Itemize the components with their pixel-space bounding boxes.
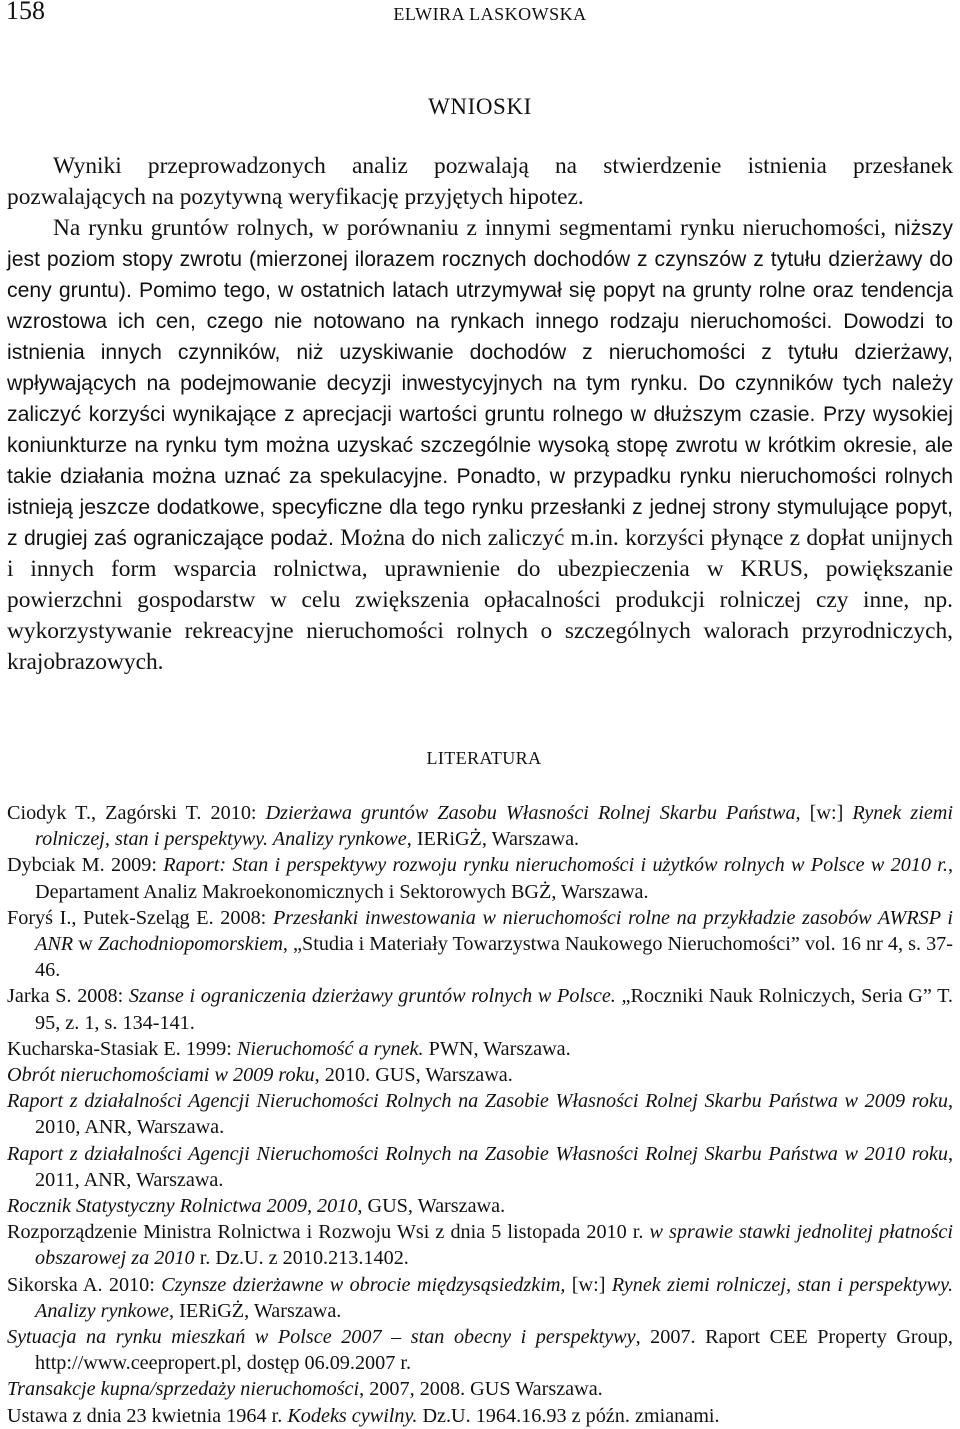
section-title-wnioski: WNIOSKI: [428, 94, 532, 119]
reference-entry: [7, 1219, 953, 1271]
reference-pre: Rozporządzenie Ministra Rolnictwa i Rozwoju Wsi z dnia 5 listopada 2010 r.: [7, 1221, 650, 1244]
reference-it: Obrót nieruchomościami w 2009 roku: [7, 1064, 315, 1087]
reference-it: Przesłanki inwestowania w nieruchomości rolne na przykładzie zasobów AWRSP i ANR: [35, 906, 953, 956]
reference-pre: Ustawa z dnia 23 kwietnia 1964 r.: [7, 1404, 288, 1427]
reference-it2: Rynek ziemi rolniczej, stan i perspektywy. Analizy rynkowe: [35, 802, 953, 851]
reference-it: Kodeks cywilny.: [287, 1404, 418, 1427]
reference-it2: Rynek ziemi rolniczej, stan i perspektywy. Analizy rynkowe: [35, 1273, 954, 1322]
reference-post: , IERiGŻ, Warszawa.: [169, 1299, 342, 1322]
reference-post: , „Studia i Materiały Towarzystwa Naukowego Nieruchomości” vol. 16 nr 4, s. 37-46.: [35, 933, 953, 982]
reference-it2: Zachodniopomorskiem: [97, 933, 283, 956]
reference-entry: [7, 1324, 953, 1376]
reference-post: , 2007. Raport CEE Property Group, http://www.ceepropert.pl, dostęp 06.09.2007 r.: [35, 1326, 953, 1375]
reference-post: r. Dz.U. z 2010.213.1402.: [194, 1247, 409, 1270]
reference-entry: [7, 1062, 953, 1088]
reference-it: Nieruchomość a rynek.: [236, 1037, 424, 1060]
reference-post: PWN, Warszawa.: [423, 1037, 571, 1060]
conclusions-paragraph-1: Wyniki przeprowadzonych analiz pozwalają na stwierdzenie istnienia przesłanek pozwalających na pozytywną weryfikację przyjętych hipotez.: [7, 153, 953, 210]
paragraph-2-closing: Można do nich zaliczyć m.in. korzyści płynące z dopłat unijnych i innych form wsparcia rolnictwa, uprawnienie do ubezpieczenia w KRUS, powiększanie powierzchni gospodarstw w celu zwiększenia opłacalności produkcji rolniczej czy inne, np. wykorzystywanie rekreacyjne nieruchomości rolnych o szczególnych walorach przyrodniczych, krajobrazowych.: [7, 525, 953, 675]
running-head-author: ELWIRA LASKOWSKA: [393, 4, 587, 24]
reference-entry: [7, 1403, 953, 1429]
reference-entry: [7, 1272, 953, 1324]
reference-entry: [7, 800, 953, 852]
section-title-literatura: LITERATURA: [426, 748, 542, 768]
reference-pre: Ciodyk T., Zagórski T. 2010:: [7, 802, 266, 824]
reference-post: , Departament Analiz Makroekonomicznych i Sektorowych BGŻ, Warszawa.: [35, 854, 953, 903]
reference-it: Szanse i ograniczenia dzierżawy gruntów rolnych w Polsce.: [128, 985, 616, 1008]
paragraph-2-sans-block: niższy jest poziom stopy zwrotu (mierzonej ilorazem rocznych dochodów z czynszów z tytułu dzierżawy do ceny gruntu). Pomimo tego, w ostatnich latach utrzymywał się popyt na grunty rolne oraz tendencja wzrostowa ich cen, czego nie notowano na rynkach innego rodzaju nieruchomości. Dowodzi to istnienia innych czynników, niż uzyskiwanie dochodów z nieruchomości z tytułu dzierżawy, wpływających na podejmowanie decyzji inwestycyjnych na tym rynku. Do czynników tych należy zaliczyć korzyści wynikające z aprecjacji wartości gruntu rolnego w dłuższym czasie. Przy wysokiej koniunkturze na rynku tym można uzyskać szczególnie wysoką stopę zwrotu w krótkim okresie, ale takie działania można uznać za spekulacyjne. Ponadto, w przypadku rynku nieruchomości rolnych istnieją jeszcze dodatkowe, specyficzne dla tego rynku przesłanki z jednej strony stymulujące popyt, z drugiej zaś ograniczające podaż.: [7, 217, 953, 550]
reference-mid: [w:]: [800, 802, 853, 824]
reference-it: Raport z działalności Agencji Nieruchomości Rolnych na Zasobie Własności Rolnej Skarbu Państwa w 2010 roku: [7, 1142, 948, 1165]
reference-entry: [7, 1141, 953, 1193]
reference-it: Transakcje kupna/sprzedaży nieruchomości: [7, 1378, 360, 1401]
reference-it: Raport z działalności Agencji Nieruchomości Rolnych na Zasobie Własności Rolnej Skarbu Państwa w 2009 roku: [7, 1090, 948, 1113]
reference-it: Raport: Stan i perspektywy rozwoju rynku nieruchomości i użytków rolnych w Polsce w 2010 r.: [163, 854, 948, 877]
conclusions-body: [7, 151, 953, 678]
reference-pre: Sikorska A. 2010:: [7, 1273, 162, 1296]
running-header: [6, 0, 954, 30]
page-number: 158: [6, 0, 45, 25]
reference-post: , 2010. GUS, Warszawa.: [314, 1064, 513, 1087]
reference-entry: [7, 1088, 953, 1140]
reference-it: Dzierżawa gruntów Zasobu Własności Rolnej Skarbu Państwa,: [265, 802, 801, 824]
conclusions-paragraph-2: [7, 213, 953, 678]
reference-it: Czynsze dzierżawne w obrocie międzysąsiedzkim,: [161, 1273, 566, 1296]
reference-post: Dz.U. 1964.16.93 z późn. zmianami.: [417, 1404, 720, 1427]
reference-it: Sytuacja na rynku mieszkań w Polsce 2007 – stan obecny i perspektywy: [7, 1326, 636, 1349]
reference-it: w sprawie stawki jednolitej płatności obszarowej za 2010: [35, 1221, 953, 1270]
reference-entry: [7, 1376, 953, 1402]
reference-post: , IERiGŻ, Warszawa.: [406, 828, 580, 851]
reference-pre: Foryś I., Putek-Szeląg E. 2008:: [7, 906, 273, 929]
reference-post: , GUS, Warszawa.: [357, 1195, 506, 1218]
reference-it: Rocznik Statystyczny Rolnictwa 2009, 2010: [7, 1195, 358, 1218]
reference-mid: [w:]: [565, 1273, 612, 1296]
reference-post: , 2011, ANR, Warszawa.: [35, 1142, 953, 1191]
reference-list: [7, 800, 953, 1429]
paragraph-2-opening: Na rynku gruntów rolnych, w porównaniu z innymi segmentami rynku nieruchomości,: [53, 215, 887, 241]
reference-entry: [7, 1193, 953, 1219]
reference-mid: w: [73, 933, 98, 956]
reference-entry: [7, 852, 953, 904]
reference-pre: Dybciak M. 2009:: [7, 854, 164, 877]
reference-post: , 2010, ANR, Warszawa.: [35, 1090, 953, 1139]
reference-post: , 2007, 2008. GUS Warszawa.: [359, 1378, 603, 1401]
reference-entry: [7, 905, 953, 984]
reference-pre: Kucharska-Stasiak E. 1999:: [7, 1037, 237, 1060]
reference-entry: [7, 1036, 953, 1062]
reference-pre: Jarka S. 2008:: [7, 985, 129, 1008]
reference-entry: [7, 983, 953, 1035]
reference-post: „Roczniki Nauk Rolniczych, Seria G” T. 95, z. 1, s. 134-141.: [35, 985, 953, 1034]
